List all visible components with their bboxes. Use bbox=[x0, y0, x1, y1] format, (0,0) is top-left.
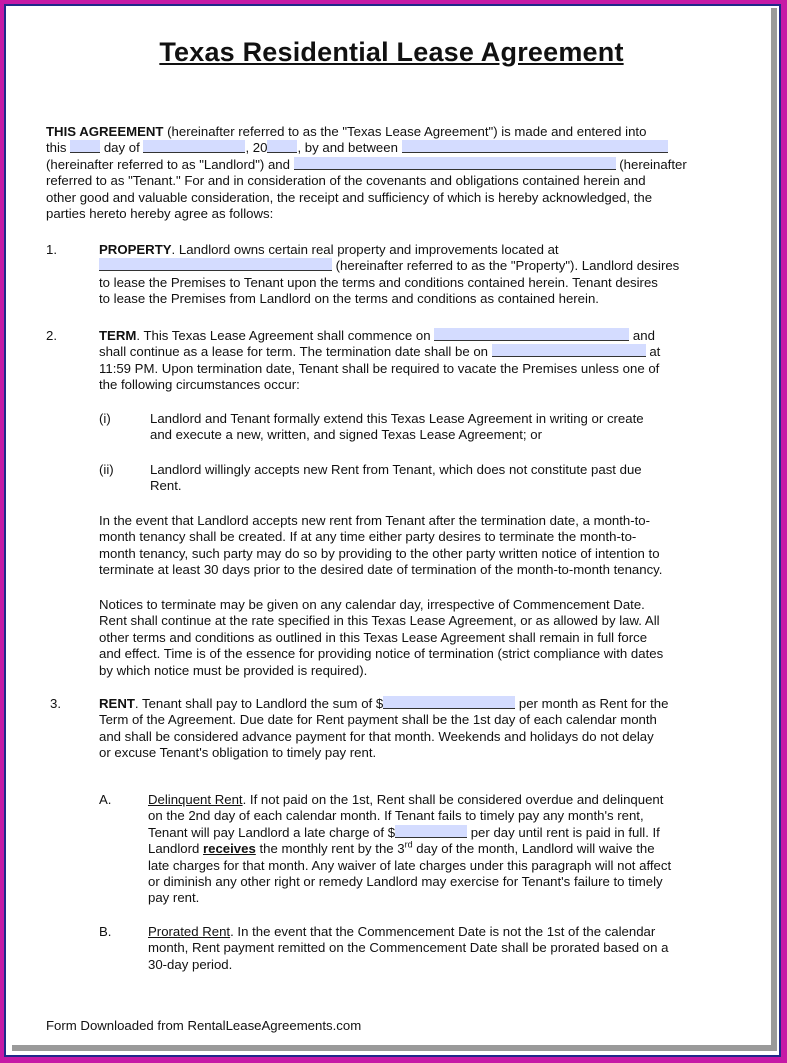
delinquent-rent-clause: Delinquent Rent. If not paid on the 1st, Rent shall be considered overdue and delinquent on the 2nd day of each calendar month. If Tenant fails to timely pay any month's rent, Tenant will pay Landlord a late charge of $ per day until rent is paid in full. If Landlord receives the monthly rent by the 3rd day of the month, Landlord will waive the late charges for that month. Any waiver of late charges under this paragraph will not affect or diminish any other right or remedy Landlord may exercise for Tenant's failure to timely pay rent. bbox=[148, 792, 672, 906]
landlord-name-field[interactable] bbox=[402, 140, 668, 153]
property-address-field[interactable] bbox=[99, 258, 332, 271]
section-number: 1. bbox=[46, 242, 57, 257]
termination-date-field[interactable] bbox=[492, 344, 646, 357]
clause-ii: Landlord willingly accepts new Rent from Tenant, which does not constitute past due Rent. bbox=[150, 462, 642, 494]
clause-i: Landlord and Tenant formally extend this Texas Lease Agreement in writing or create and execute a new, written, and signed Texas Lease Agreement; or bbox=[150, 411, 644, 443]
document-page bbox=[12, 8, 777, 1051]
month-field[interactable] bbox=[143, 140, 245, 153]
month-to-month-paragraph: In the event that Landlord accepts new rent from Tenant after the termination date, a month-to- month tenancy shall be created. If at any time either party desires to terminate the month-to- month tenancy, such party may do so by providing to the other party written notice of intention to terminate at least 30 days prior to the desired date of termination of the month-to-month tenancy. bbox=[99, 513, 663, 578]
section-number: 2. bbox=[46, 328, 57, 343]
late-charge-field[interactable] bbox=[395, 825, 467, 838]
intro-paragraph: THIS AGREEMENT (hereinafter referred to as the "Texas Lease Agreement") is made and entered into this day of , 20 , by and between (hereinafter referred to as "Landlord") and (hereinafter referred to as "Tenant." For and in consideration of the covenants and obligations contained herein and other good and valuable consideration, the receipt and sufficiency of which is hereby acknowledged, the parties hereto hereby agree as follows: bbox=[46, 124, 687, 222]
year-field[interactable] bbox=[267, 140, 297, 153]
clause-number: (i) bbox=[99, 411, 111, 426]
tenant-name-field[interactable] bbox=[294, 157, 616, 170]
prorated-rent-clause: Prorated Rent. In the event that the Commencement Date is not the 1st of the calendar month, Rent payment remitted on the Commencement Date shall be prorated based on a 30-day period. bbox=[148, 924, 669, 972]
property-section: PROPERTY. Landlord owns certain real property and improvements located at (hereinafter referred to as the "Property"). Landlord desires to lease the Premises to Tenant upon the terms and conditions contained herein. Tenant desires to lease the Premises from Landlord on the terms and conditions as contained herein. bbox=[99, 242, 680, 307]
document-title: Texas Residential Lease Agreement bbox=[159, 37, 624, 67]
notice-paragraph: Notices to terminate may be given on any calendar day, irrespective of Commencement Date. Rent shall continue at the rate specified in this Texas Lease Agreement, or as allowed by law. All other terms and conditions as outlined in this Texas Lease Agreement shall remain in full force and effect. Time is of the essence for providing notice of termination (strict compliance with dates by which notice must be provided is required). bbox=[99, 597, 664, 678]
footer-source: Form Downloaded from RentalLeaseAgreements.com bbox=[46, 1018, 362, 1033]
clause-number: (ii) bbox=[99, 462, 114, 477]
day-field[interactable] bbox=[70, 140, 100, 153]
commencement-date-field[interactable] bbox=[434, 328, 629, 341]
rent-section: RENT. Tenant shall pay to Landlord the sum of $ per month as Rent for the Term of the Agreement. Due date for Rent payment shall be the 1st day of each calendar month and shall be considered advance payment for that month. Weekends and holidays do not delay or excuse Tenant's obligation to timely pay rent. bbox=[99, 696, 669, 761]
clause-number: A. bbox=[99, 792, 112, 807]
clause-number: B. bbox=[99, 924, 112, 939]
rent-amount-field[interactable] bbox=[383, 696, 515, 709]
section-number: 3. bbox=[50, 696, 61, 711]
term-section: TERM. This Texas Lease Agreement shall commence on and shall continue as a lease for term. The termination date shall be on at 11:59 PM. Upon termination date, Tenant shall be required to vacate the Premises unless one of the following circumstances occur: bbox=[99, 328, 661, 393]
